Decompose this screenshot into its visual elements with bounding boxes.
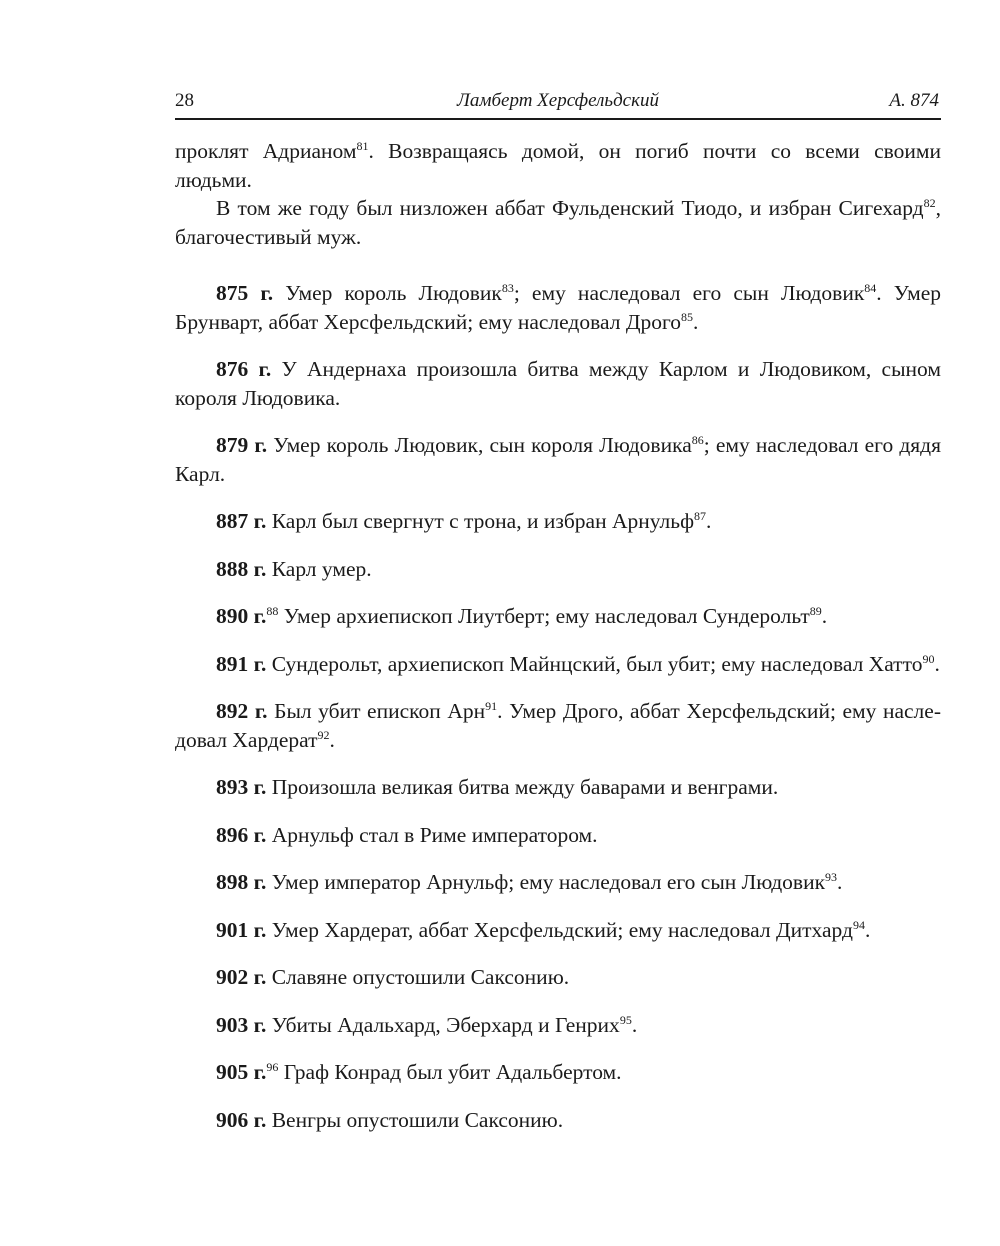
text-run: . xyxy=(693,309,699,334)
text-run: проклят Адрианом xyxy=(175,139,357,163)
text-run: В том же году был низложен аббат Фульденский Тиодо, и избран Сигехард xyxy=(216,196,924,220)
text-run: , благочестивый муж. xyxy=(175,196,941,249)
text-run: . Умер Дрого, аббат Херсфельдский; ему наследовал Хардерат xyxy=(175,699,941,752)
annal-entry xyxy=(175,507,941,536)
text-run: Карл был свергнут с трона, и избран Арнульф xyxy=(266,509,695,533)
text-run: . xyxy=(821,604,828,628)
annal-year: 879 г. xyxy=(216,433,268,457)
footnote-marker: 95 xyxy=(619,1012,632,1027)
annal-year: 888 г. xyxy=(216,556,267,581)
footnote-marker: 93 xyxy=(825,870,838,884)
annal-entry xyxy=(175,963,941,992)
annal-entry xyxy=(175,555,941,584)
text-run: Славяне опустошили Саксонию. xyxy=(266,965,570,989)
annal-year: 898 г. xyxy=(216,870,267,894)
footnote-marker: 91 xyxy=(485,699,498,713)
annal-year: 887 г. xyxy=(216,509,267,533)
footnote-marker: 87 xyxy=(694,509,707,523)
annal-year: 905 г. xyxy=(216,1060,267,1084)
text-run: Умер король Людовик, сын короля Людовика xyxy=(267,433,692,457)
annal-year: 892 г. xyxy=(216,699,268,723)
annal-entry xyxy=(175,868,941,897)
annal-year: 893 г. xyxy=(216,775,267,799)
footnote-marker: 89 xyxy=(809,604,822,618)
text-run: . xyxy=(934,651,940,676)
footnote-marker: 86 xyxy=(691,433,704,447)
annal-year: 891 г. xyxy=(216,651,267,676)
body-paragraph xyxy=(175,194,941,251)
annal-entry xyxy=(175,431,941,488)
annal-entry xyxy=(175,1011,941,1040)
text-run: Венгры опустошили Саксонию. xyxy=(266,1107,564,1132)
annal-entry xyxy=(175,821,941,850)
year-reference: А. 874 xyxy=(889,90,939,111)
text-run: Сундерольт, архиепископ Майнцский, был убит; ему наследовал Хатто xyxy=(266,651,923,676)
text-run: ; ему наследовал его сын Людовик xyxy=(513,281,865,305)
text-run: Произошла великая битва между баварами и венграми. xyxy=(266,775,779,799)
annal-year: 876 г. xyxy=(216,357,272,381)
running-title: Ламберт Херсфельдский xyxy=(456,90,659,111)
text-run: . Возвращаясь домой, он погиб почти со всеми своими людьми. xyxy=(175,139,941,192)
annal-year: 896 г. xyxy=(216,822,267,847)
footnote-marker: 92 xyxy=(317,727,330,742)
page-number: 28 xyxy=(175,90,194,111)
text-run: . xyxy=(329,727,335,752)
footnote-marker: 88 xyxy=(266,604,279,618)
annal-entry xyxy=(175,773,941,802)
footnote-marker: 90 xyxy=(922,651,935,666)
text-run: . xyxy=(706,509,712,533)
text-run: Умер император Арнульф; ему наследовал его сын Людовик xyxy=(266,870,826,894)
footnote-marker: 84 xyxy=(864,281,877,295)
text-run: Умер Хардерат, аббат Херсфельдский; ему наследовал Дитхард xyxy=(266,917,853,942)
footnote-marker: 81 xyxy=(356,139,369,153)
text-run: Убиты Адальхард, Эберхард и Генрих xyxy=(266,1012,620,1037)
text-run: Карл умер. xyxy=(266,556,372,581)
text-run: ; ему наследовал его дядя Карл. xyxy=(175,433,941,486)
annal-entry xyxy=(175,1058,941,1087)
footnote-marker: 96 xyxy=(266,1060,279,1074)
text-run: У Андернаха произошла битва между Карлом и Людовиком, сыном короля Людовика. xyxy=(175,357,941,410)
text-run: . xyxy=(864,917,871,942)
footnote-marker: 82 xyxy=(923,196,936,210)
text-run: Был убит епископ Арн xyxy=(267,699,486,723)
annal-year: 890 г. xyxy=(216,604,267,628)
footnote-marker: 83 xyxy=(501,281,514,295)
annal-entry xyxy=(175,650,941,679)
annal-entry xyxy=(175,1106,941,1135)
annal-year: 906 г. xyxy=(216,1107,267,1132)
text-run: Граф Конрад был убит Адальбертом. xyxy=(278,1060,622,1084)
running-head xyxy=(175,88,941,120)
page-body xyxy=(175,137,941,1134)
footnote-marker: 85 xyxy=(681,309,694,324)
text-run: Умер архиепископ Лиутберт; ему наследовал Сундерольт xyxy=(278,604,810,628)
annal-entry xyxy=(175,697,941,754)
text-run: . xyxy=(631,1012,638,1037)
annal-year: 875 г. xyxy=(216,281,274,305)
text-run: Арнульф стал в Риме императором. xyxy=(266,822,598,847)
footnote-marker: 94 xyxy=(852,917,865,932)
annal-entry xyxy=(175,279,941,336)
text-run: Умер король Людовик xyxy=(273,281,502,305)
text-run: . xyxy=(837,870,843,894)
annal-entry xyxy=(175,602,941,631)
annal-year: 903 г. xyxy=(216,1012,267,1037)
annal-year: 901 г. xyxy=(216,917,267,942)
annal-year: 902 г. xyxy=(216,965,267,989)
annal-entry xyxy=(175,916,941,945)
annal-entry xyxy=(175,355,941,412)
body-paragraph xyxy=(175,137,941,194)
text-run: . Умер Брунварт, аббат Херсфельдский; ему наследовал Дрого xyxy=(175,281,941,334)
